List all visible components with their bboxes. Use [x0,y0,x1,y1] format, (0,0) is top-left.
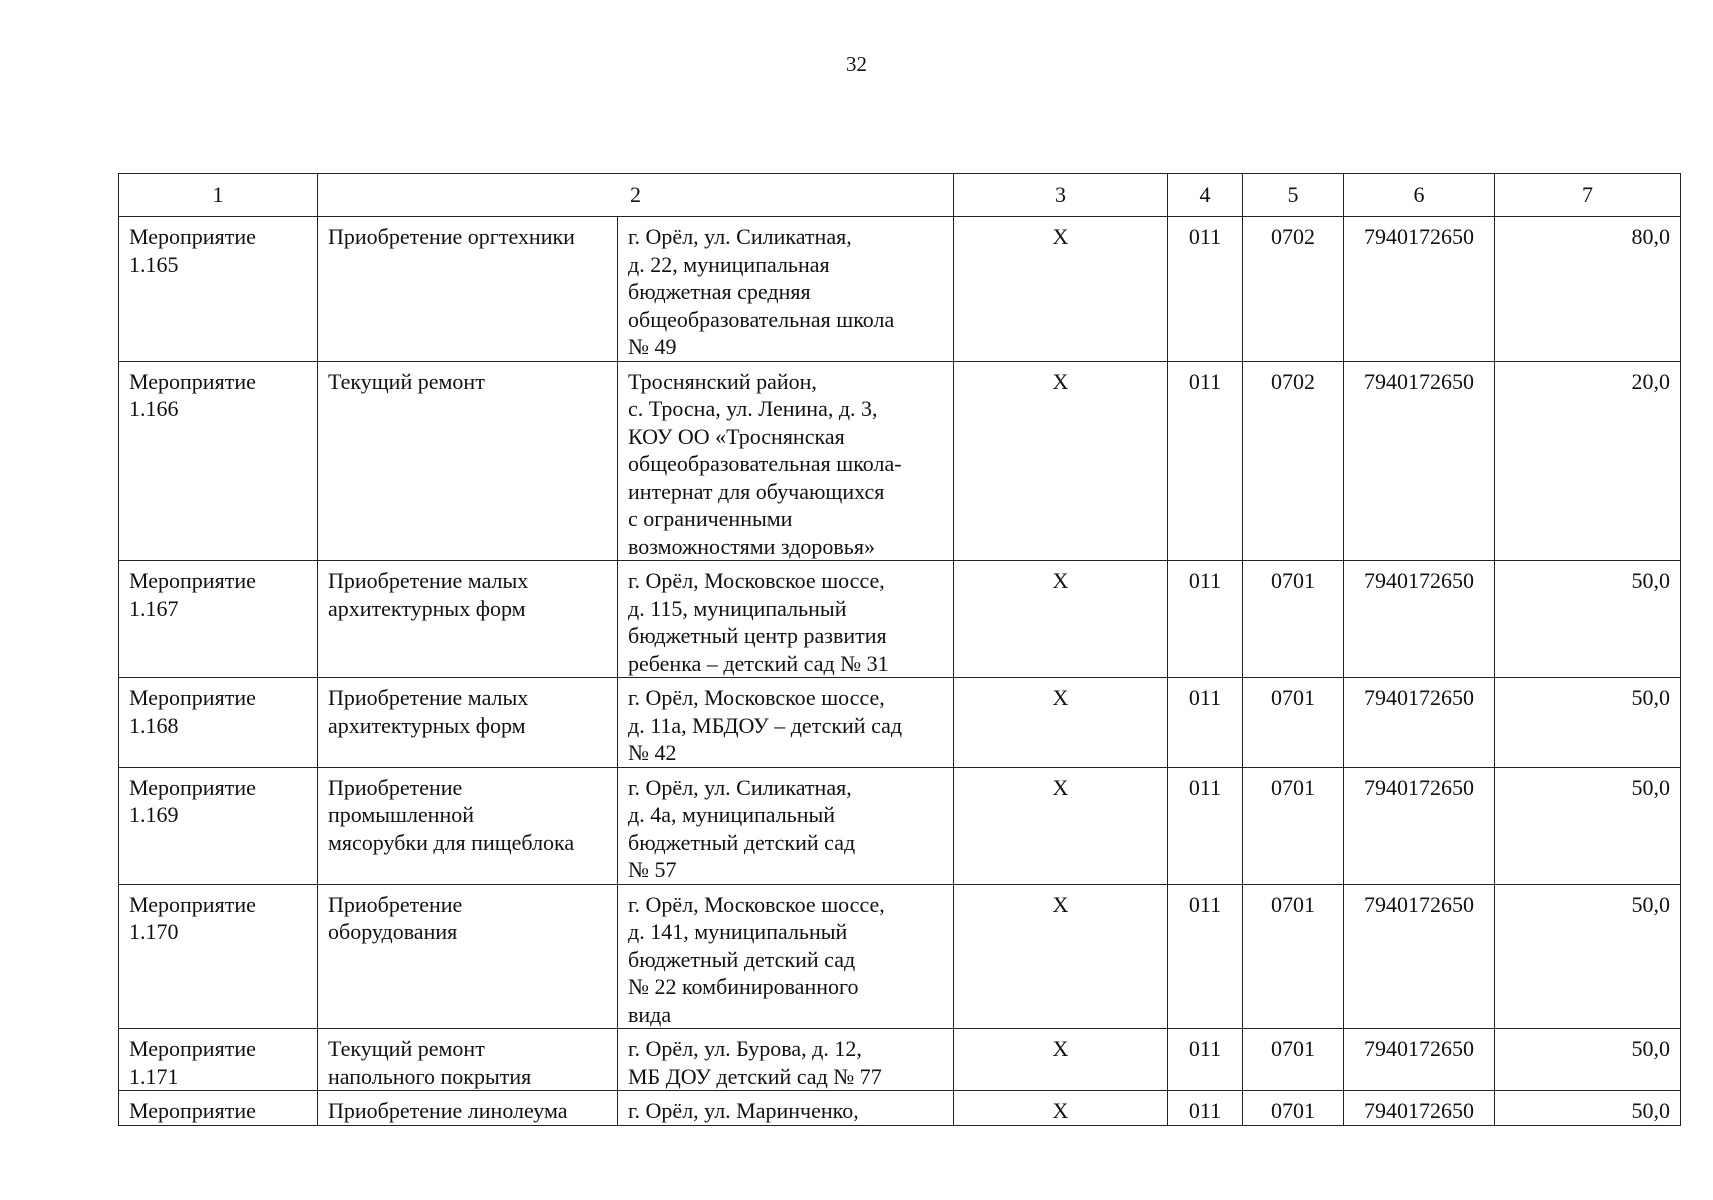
row-col7: 50,0 [1495,767,1681,884]
row-col5: 0701 [1243,1091,1344,1126]
row-col3: Х [954,561,1168,678]
row-address: г. Орёл, ул. Силикатная, д. 4а, муниципальный бюджетный детский сад № 57 [618,767,954,884]
row-col6: 7940172650 [1344,361,1495,561]
row-col7: 50,0 [1495,1029,1681,1091]
header-col-6: 6 [1344,174,1495,217]
row-action: Приобретение оргтехники [318,217,618,362]
row-action: Приобретение линолеума [318,1091,618,1126]
row-col6: 7940172650 [1344,678,1495,768]
row-address: г. Орёл, ул. Маринченко, [618,1091,954,1126]
row-id: Мероприятие 1.168 [119,678,318,768]
row-col3: Х [954,361,1168,561]
row-col3: Х [954,1029,1168,1091]
row-col5: 0701 [1243,884,1344,1029]
row-id: Мероприятие 1.170 [119,884,318,1029]
row-col6: 7940172650 [1344,1029,1495,1091]
row-col6: 7940172650 [1344,1091,1495,1126]
row-col4: 011 [1168,1091,1243,1126]
row-col7: 50,0 [1495,1091,1681,1126]
row-col6: 7940172650 [1344,561,1495,678]
page-number: 32 [846,52,867,76]
row-id: Мероприятие 1.171 [119,1029,318,1091]
table-row [119,678,1681,768]
row-col4: 011 [1168,1029,1243,1091]
row-col3: Х [954,678,1168,768]
row-col6: 7940172650 [1344,884,1495,1029]
row-action: Приобретение малых архитектурных форм [318,561,618,678]
row-action: Текущий ремонт напольного покрытия [318,1029,618,1091]
header-col-5: 5 [1243,174,1344,217]
row-action: Приобретение малых архитектурных форм [318,678,618,768]
budget-table [118,173,1681,1126]
row-col6: 7940172650 [1344,217,1495,362]
row-id: Мероприятие 1.167 [119,561,318,678]
row-col7: 50,0 [1495,678,1681,768]
table-row [119,1091,1681,1126]
row-col6: 7940172650 [1344,767,1495,884]
row-col7: 50,0 [1495,561,1681,678]
row-col4: 011 [1168,678,1243,768]
table-row [119,217,1681,362]
row-col4: 011 [1168,561,1243,678]
row-action: Текущий ремонт [318,361,618,561]
table-row [119,561,1681,678]
row-id: Мероприятие 1.166 [119,361,318,561]
row-address: г. Орёл, Московское шоссе, д. 11а, МБДОУ – детский сад № 42 [618,678,954,768]
row-col5: 0701 [1243,1029,1344,1091]
header-col-7: 7 [1495,174,1681,217]
row-col3: Х [954,767,1168,884]
row-col5: 0701 [1243,678,1344,768]
row-col5: 0701 [1243,561,1344,678]
row-address: г. Орёл, Московское шоссе, д. 141, муниципальный бюджетный детский сад № 22 комбинированного вида [618,884,954,1029]
row-address: Троснянский район, с. Тросна, ул. Ленина, д. 3, КОУ ОО «Троснянская общеобразовательная школа- интернат для обучающихся с ограниченными возможностями здоровья» [618,361,954,561]
row-col5: 0701 [1243,767,1344,884]
row-action: Приобретение оборудования [318,884,618,1029]
row-id: Мероприятие 1.169 [119,767,318,884]
header-col-2: 2 [318,174,954,217]
row-col4: 011 [1168,217,1243,362]
row-col5: 0702 [1243,361,1344,561]
row-id: Мероприятие 1.165 [119,217,318,362]
row-col3: Х [954,1091,1168,1126]
table-row [119,767,1681,884]
table-row [119,361,1681,561]
row-col5: 0702 [1243,217,1344,362]
row-col3: Х [954,884,1168,1029]
row-col4: 011 [1168,884,1243,1029]
header-col-4: 4 [1168,174,1243,217]
row-id: Мероприятие [119,1091,318,1126]
header-row [119,174,1681,217]
row-address: г. Орёл, ул. Бурова, д. 12, МБ ДОУ детский сад № 77 [618,1029,954,1091]
row-col4: 011 [1168,767,1243,884]
table-row [119,1029,1681,1091]
row-address: г. Орёл, ул. Силикатная, д. 22, муниципальная бюджетная средняя общеобразовательная школа № 49 [618,217,954,362]
row-col4: 011 [1168,361,1243,561]
row-col7: 50,0 [1495,884,1681,1029]
header-col-3: 3 [954,174,1168,217]
row-action: Приобретение промышленной мясорубки для пищеблока [318,767,618,884]
row-col7: 20,0 [1495,361,1681,561]
header-col-1: 1 [119,174,318,217]
row-col3: Х [954,217,1168,362]
table-row [119,884,1681,1029]
row-address: г. Орёл, Московское шоссе, д. 115, муниципальный бюджетный центр развития ребенка – детский сад № 31 [618,561,954,678]
row-col7: 80,0 [1495,217,1681,362]
